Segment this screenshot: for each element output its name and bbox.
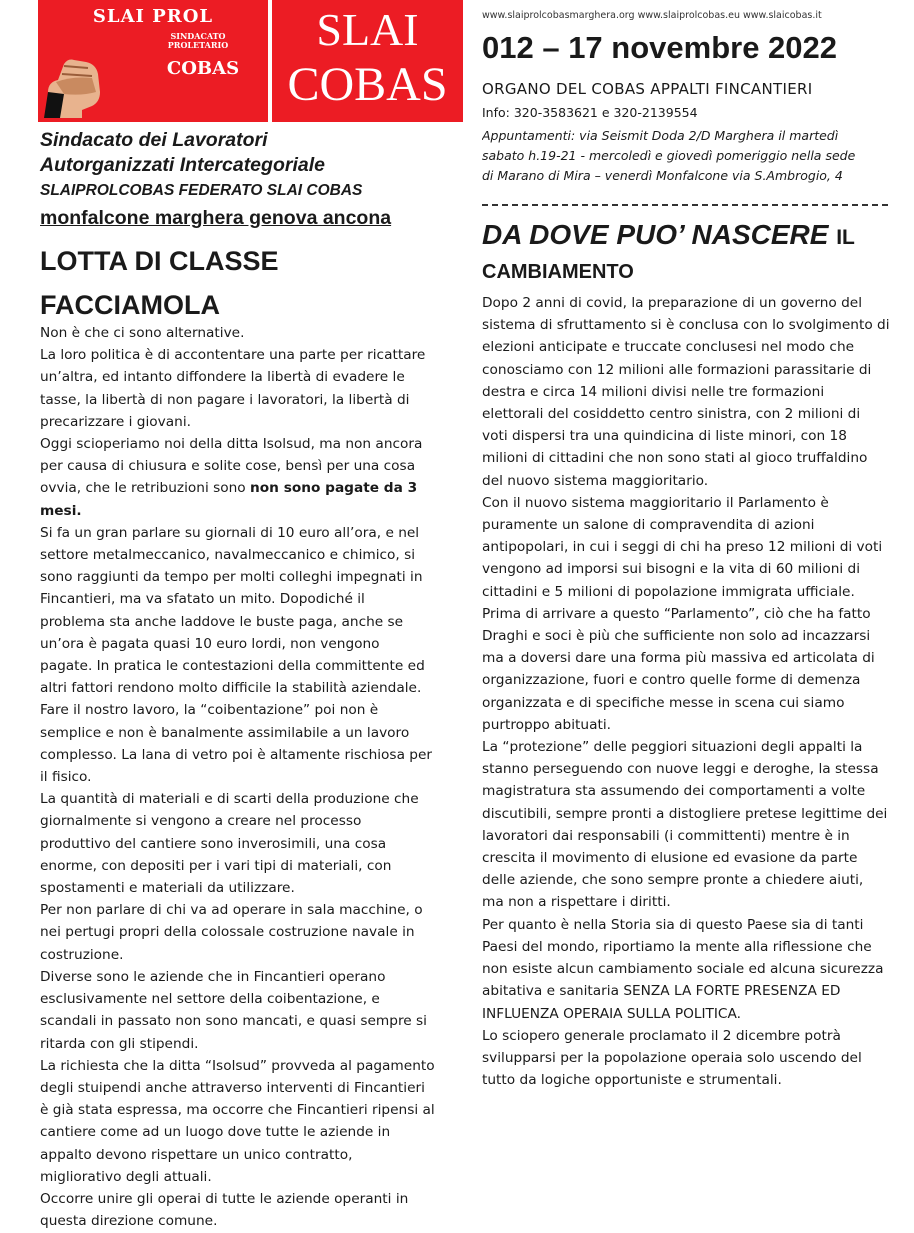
logo-cobas: COBAS	[166, 58, 240, 79]
text-line: cittadini e 5 milioni di popolazione immigrata ufficiale.	[482, 583, 855, 600]
right-headline	[482, 219, 855, 251]
text-line: il fisico.	[40, 769, 92, 786]
logo-subtitle-line-2: PROLETARIO	[167, 40, 229, 50]
cities: monfalcone marghera genova ancona	[40, 207, 392, 229]
text-line: conosciamo con 12 milioni alle formazioni parassitarie di	[482, 361, 872, 378]
text-line	[40, 477, 455, 499]
text-line: problema sta anche laddove le buste paga, anche se	[40, 613, 404, 630]
text-line: stanno perseguendo con nuove leggi e deroghe, la stessa	[482, 761, 879, 778]
text-line: Non è che ci sono alternative.	[40, 325, 245, 341]
union-name-line-2: Autorganizzati Intercategoriale	[40, 154, 325, 176]
text-line: complesso. La lana di vetro poi è altamente rischiosa per	[40, 746, 433, 763]
dashed-divider	[482, 204, 888, 206]
raised-fist-icon	[42, 52, 106, 118]
right-subhead: CAMBIAMENTO	[482, 261, 634, 283]
text-line: semplice e non è banalmente assimilabile a un lavoro	[40, 724, 410, 741]
text-line: pagate. In pratica le contestazioni della committente ed	[40, 658, 425, 675]
text-line: questa direzione comune.	[40, 1213, 218, 1230]
text-line: ma non a rispettare i diritti.	[482, 894, 671, 911]
logo2-line-1: SLAI	[316, 4, 419, 55]
left-headline-line-1: LOTTA DI CLASSE	[40, 246, 279, 276]
logo2-line-2: COBAS	[287, 58, 448, 111]
text-line: Prima di arrivare a questo “Parlamento”, ciò che ha fatto	[482, 605, 871, 622]
text-line: milioni di cittadini che non sono stati al gioco truffaldino	[482, 450, 868, 467]
text-line: Oggi scioperiamo noi della ditta Isolsud, ma non ancora	[40, 436, 423, 453]
left-article-body	[40, 322, 455, 1232]
issue-number-date: 012 – 17 novembre 2022	[482, 30, 838, 65]
text-line: antipopolari, in cui i seggi di chi ha preso 12 milioni di voti	[482, 539, 883, 556]
right-headline-text: DA DOVE PUO’ NASCERE	[482, 219, 829, 250]
text-line: svilupparsi per la popolazione operaia solo uscendo del	[482, 1049, 862, 1066]
text-line: esclusivamente nel settore della coibentazione, e	[40, 991, 380, 1008]
logo-subtitle-line-1: SINDACATO	[170, 31, 226, 41]
text-line: Draghi e soci è più che sufficiente non solo ad incazzarsi	[482, 628, 871, 645]
text-line: tutto da logiche opportuniste e strumentali.	[482, 1072, 782, 1089]
text-line: non esiste alcun cambiamento sociale ed alcuna sicurezza	[482, 961, 884, 978]
text-line: Si fa un gran parlare su giornali di 10 euro all’ora, e nel	[40, 524, 420, 541]
right-article-body	[482, 292, 914, 1091]
text-line: nei pertugi propri della colossale costruzione navale in	[40, 924, 415, 941]
text-line: lavoratori dai responsabili (i committenti) mentre è in	[482, 827, 850, 844]
text-line: altri fattori rendono molto difficile la stabilità aziendale.	[40, 680, 422, 697]
bold-phrase: non sono pagate da 3	[250, 480, 418, 497]
left-headline-line-2: FACCIAMOLA	[40, 290, 220, 320]
text-line: degli stuipendi anche attraverso interventi di Fincantieri	[40, 1079, 425, 1096]
text-line: ma a doversi dare una forma più massiva ed articolata di	[482, 650, 875, 667]
text-line: Per non parlare di chi va ad operare in sala macchine, o	[40, 902, 423, 919]
text-line: vengono ad imporsi sui bisogni e la vita di 60 milioni di	[482, 561, 861, 578]
appointments-line: di Marano di Mira – venerdì Monfalcone via S.Ambrogio, 4	[482, 168, 843, 183]
text-line: giornalmente si vengono a creare nel processo	[40, 813, 362, 830]
appointments-line: Appuntamenti: via Seismit Doda 2/D Marghera il martedì	[482, 128, 839, 143]
right-headline-il: IL	[836, 226, 855, 249]
text-line: elezioni anticipate e truccate conclusesi nel modo che	[482, 339, 855, 356]
text-line: produttivo del cantiere sono inverosimili, una cosa	[40, 835, 387, 852]
websites: www.slaiprolcobasmarghera.org www.slaiprolcobas.eu www.slaicobas.it	[482, 10, 822, 21]
text-line: per causa di chiusura e solite cose, bensì per una cosa	[40, 458, 416, 475]
text-line: magistratura sta assumendo dei comportamenti a volte	[482, 783, 866, 800]
text-line: appalto devono rispettare un unico contratto,	[40, 1146, 353, 1163]
text-line: costruzione.	[40, 946, 124, 963]
text-line: Con il nuovo sistema maggioritario il Parlamento è	[482, 494, 829, 511]
text-line: tasse, la libertà di non pagare i lavoratori, la libertà di	[40, 391, 410, 408]
union-name-line-1: Sindacato dei Lavoratori	[40, 129, 268, 151]
text-line: discutibili, sempre pronti a distogliere pretese legittime dei	[482, 805, 888, 822]
text-line: precarizzare i giovani.	[40, 413, 191, 430]
text-line: Diverse sono le aziende che in Fincantieri operano	[40, 968, 386, 985]
text-line: sistema di sfruttamento si è conclusa con lo svolgimento di	[482, 317, 890, 334]
text-line: un’altra, ed intanto diffondere la libertà di evadere le	[40, 369, 405, 386]
text-line: La quantità di materiali e di scarti della produzione che	[40, 791, 419, 808]
text-line: cantiere come ad un luogo dove tutte le aziende in	[40, 1124, 391, 1141]
text-line: settore metalmeccanico, navalmeccanico e chimico, si	[40, 547, 416, 564]
text-line: La richiesta che la ditta “Isolsud” provveda al pagamento	[40, 1057, 435, 1074]
text-line: Lo sciopero generale proclamato il 2 dicembre potrà	[482, 1027, 841, 1044]
text-line: purtroppo abituati.	[482, 716, 611, 733]
text-line: Fare il nostro lavoro, la “coibentazione” poi non è	[40, 702, 379, 719]
text-line: sono raggiunti da tempo per molti colleghi impegnati in	[40, 569, 423, 586]
slai-prol-cobas-logo	[38, 0, 268, 122]
text-line: INFLUENZA OPERAIA SULLA POLITICA.	[482, 1005, 741, 1022]
text-line: ritarda con gli stipendi.	[40, 1035, 199, 1052]
text-line: scandali in passato non sono mancati, e quasi sempre si	[40, 1013, 427, 1030]
text-line: Occorre unire gli operai di tutte le aziende operanti in	[40, 1190, 409, 1207]
appointments-line: sabato h.19-21 - mercoledì e giovedì pomeriggio nella sede	[482, 148, 856, 163]
organ-title: ORGANO DEL COBAS APPALTI FINCANTIERI	[482, 80, 813, 98]
text-line: delle aziende, che sono sempre pronte a chiedere aiuti,	[482, 872, 864, 889]
text-fragment: ovvia, che le retribuzioni sono	[40, 480, 251, 497]
text-line: Per quanto è nella Storia sia di questo Paese sia di tanti	[482, 916, 864, 933]
text-line: elettorali del cosiddetto centro sinistra, con 2 milioni di	[482, 406, 861, 423]
text-line: del nuovo sistema maggioritario.	[482, 472, 709, 489]
text-line: La loro politica è di accontentare una parte per ricattare	[40, 347, 426, 364]
text-line: La “protezione” delle peggiori situazioni degli appalti la	[482, 739, 863, 756]
text-line: Fincantieri, ma va sfatato un mito. Dopodiché il	[40, 591, 365, 608]
text-line: un’ora è pagata quasi 10 euro lordi, non vengono	[40, 635, 380, 652]
text-line: migliorativo degli attuali.	[40, 1168, 212, 1185]
text-line: abitativa e sanitaria SENZA LA FORTE PRESENZA ED	[482, 983, 841, 1000]
text-line: puramente un salone di compravendita di azioni	[482, 517, 815, 534]
text-line: organizzata e di specifiche messe in scena cui siamo	[482, 694, 845, 711]
text-line: spostamenti e materiali da utilizzare.	[40, 880, 295, 897]
text-line: è già stata espressa, ma occorre che Fincantieri ripensi al	[40, 1102, 435, 1119]
text-line: voti dispersi tra una quindicina di liste minori, con 18	[482, 428, 847, 445]
federation: SLAIPROLCOBAS FEDERATO SLAI COBAS	[40, 182, 363, 199]
text-line: Paesi del mondo, riportiamo la mente alla riflessione che	[482, 938, 872, 955]
text-line: organizzazione, fuori e contro quelle forme di demenza	[482, 672, 861, 689]
appointments	[482, 126, 914, 186]
text-line: enorme, con depositi per i vari tipi di materiali, con	[40, 857, 392, 874]
logo-title: SLAI PROL	[92, 6, 214, 27]
left-headline	[40, 239, 279, 327]
union-name	[40, 128, 325, 178]
slai-cobas-logo	[272, 0, 463, 122]
text-line: crescita il movimento di elusione ed evasione da parte	[482, 850, 858, 867]
text-line: destra e circa 14 milioni divisi nelle tre formazioni	[482, 383, 825, 400]
text-line: Dopo 2 anni di covid, la preparazione di un governo del	[482, 295, 863, 311]
contact-info: Info: 320-3583621 e 320-2139554	[482, 105, 698, 120]
text-line: mesi.	[40, 502, 82, 519]
